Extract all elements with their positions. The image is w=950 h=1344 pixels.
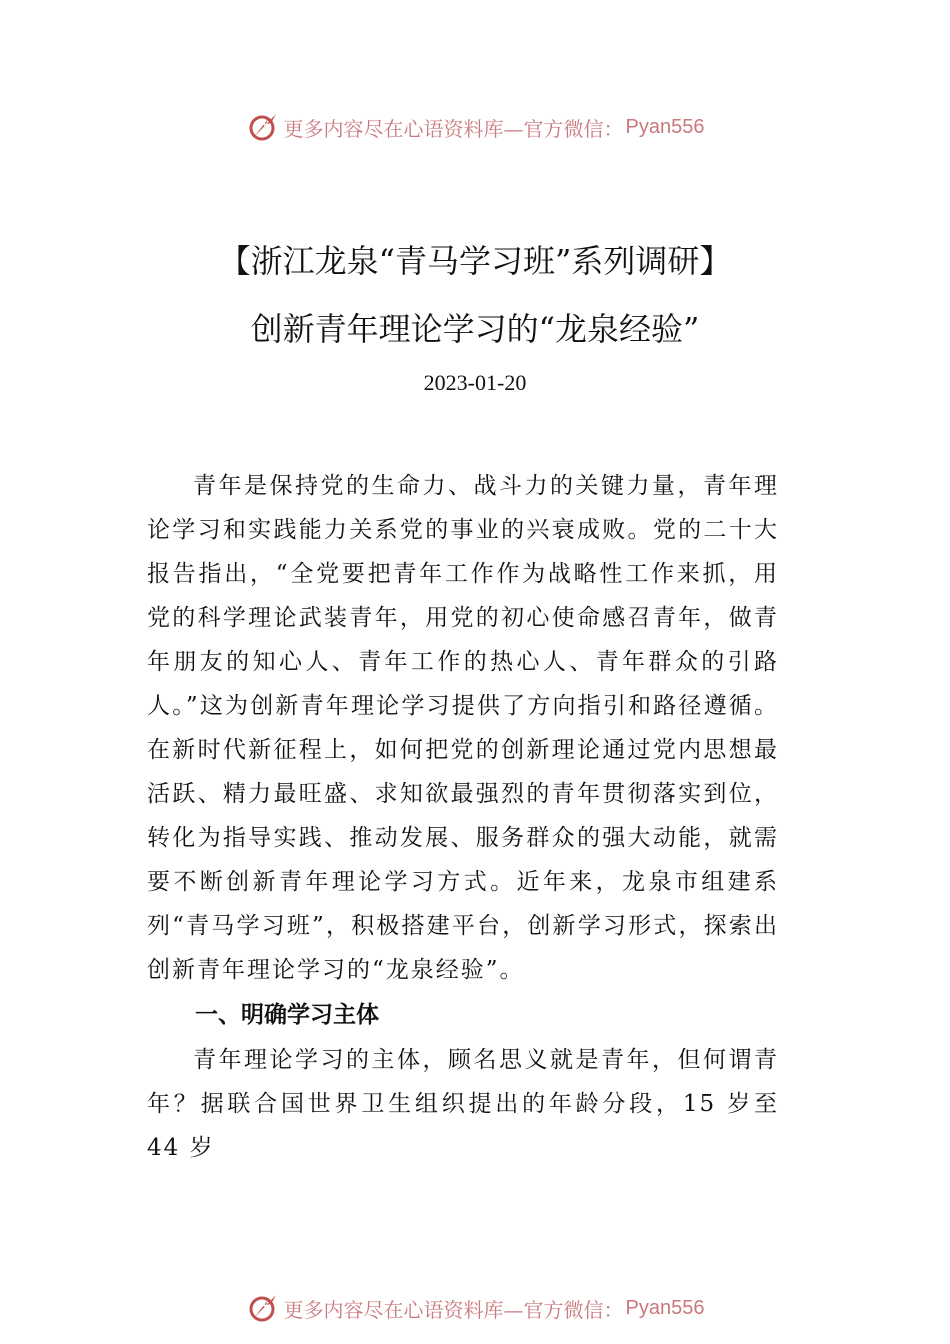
body-paragraph-1: 青年是保持党的生命力、战斗力的关键力量，青年理论学习和实践能力关系党的事业的兴衰成败。党的二十大报告指出，“全党要把青年工作作为战略性工作来抓，用党的科学理论武装青年，用党的初心使命感召青年，做青年朋友的知心人、青年工作的热心人、青年群众的引路人。”这为创新青年理论学习提供了方向指引和路径遵循。在新时代新征程上，如何把党的创新理论通过党内思想最活跃、精力最旺盛、求知欲最强烈的青年贯彻落实到位，转化为指导实践、推动发展、服务群众的强大动能，就需要不断创新青年理论学习方式。近年来，龙泉市组建系列“青马学习班”，积极搭建平台，创新学习形式，探索出创新青年理论学习的“龙泉经验”。 bbox=[147, 473, 779, 983]
section-heading-1: 一、明确学习主体 bbox=[195, 1002, 379, 1028]
watermark-wechat-id: Pyan556 bbox=[625, 1296, 705, 1319]
watermark-wechat-id: Pyan556 bbox=[625, 115, 705, 138]
watermark-text: 更多内容尽在心语资料库—官方微信： bbox=[283, 1297, 624, 1322]
quill-logo-icon bbox=[246, 1291, 280, 1325]
quill-logo-icon bbox=[246, 110, 280, 144]
watermark-footer bbox=[0, 1288, 950, 1328]
article-title-line1: 【浙江龙泉“青马学习班”系列调研】 bbox=[218, 242, 732, 280]
article-title-line2: 创新青年理论学习的“龙泉经验” bbox=[250, 310, 700, 348]
body-paragraph-2: 青年理论学习的主体，顾名思义就是青年，但何谓青年？据联合国世界卫生组织提出的年龄分段，15 岁至 44 岁 bbox=[147, 1047, 779, 1161]
publish-date: 2023-01-20 bbox=[423, 370, 527, 395]
watermark-text: 更多内容尽在心语资料库—官方微信： bbox=[283, 116, 624, 141]
watermark-header bbox=[0, 107, 950, 147]
